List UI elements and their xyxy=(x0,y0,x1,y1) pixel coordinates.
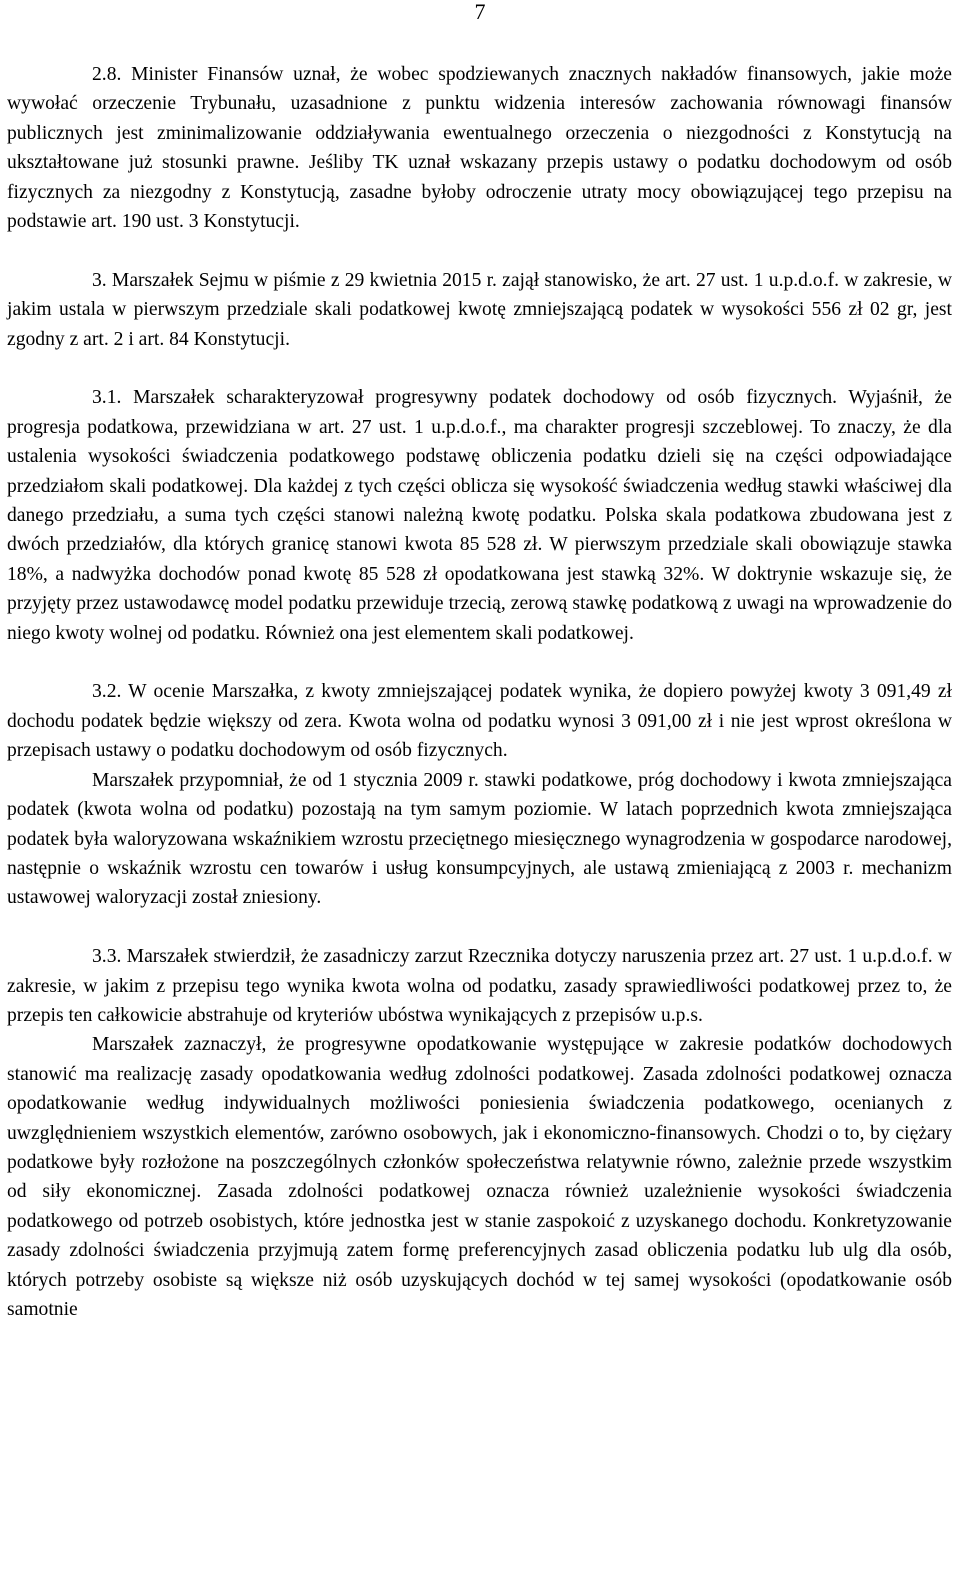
paragraph-3-3-continued: Marszałek zaznaczył, że progresywne opodatkowanie występujące w zakresie podatków dochodowych stanowić ma realizację zasady opodatkowania według zdolności podatkowej. Zasada zdolności podatkowej oznacza opodatkowanie według indywidualnych możliwości poniesienia świadczenia podatkowego, ocenianych z uwzględnieniem wszystkich elementów, zarówno osobowych, jak i ekonomiczno-finansowych. Chodzi o to, by ciężary podatkowe były rozłożone na poszczególnych członków społeczeństwa relatywnie równo, zależnie przede wszystkim od siły ekonomicznej. Zasada zdolności podatkowej oznacza również uzależnienie wysokości świadczenia podatkowego od potrzeb osobistych, które jednostka jest w stanie zaspokoić z uzyskanego dochodu. Konkretyzowanie zasady zdolności świadczenia przyjmują zatem formę preferencyjnych zasad obliczenia podatku lub ulg dla osób, których potrzeby osobiste są większe niż osób uzyskujących dochód w tej samej wysokości (opodatkowanie osób samotnie xyxy=(7,1034,952,1320)
document-body xyxy=(7,60,952,1324)
paragraph-3-3: 3.3. Marszałek stwierdził, że zasadniczy zarzut Rzecznika dotyczy naruszenia przez art. 27 ust. 1 u.p.d.o.f. w zakresie, w jakim z przepisu tego wynika kwota wolna od podatku, zasady sprawiedliwości podatkowej przez to, że przepis ten całkowicie abstrahuje od kryteriów ubóstwa wynikających z przepisów u.p.s. xyxy=(7,946,952,1026)
page-number: 7 xyxy=(474,0,486,24)
paragraph-3-2: 3.2. W ocenie Marszałka, z kwoty zmniejszającej podatek wynika, że dopiero powyżej kwoty 3 091,49 zł dochodu podatek będzie większy od zera. Kwota wolna od podatku wynosi 3 091,00 zł i nie jest wprost określona w przepisach ustawy o podatku dochodowym od osób fizycznych. xyxy=(7,681,952,762)
paragraph-2-8: 2.8. Minister Finansów uznał, że wobec spodziewanych znacznych nakładów finansowych, jakie może wywołać orzeczenie Trybunału, uzasadnione z punktu widzenia interesów zachowania równowagi finansów publicznych jest zminimalizowanie oddziaływania ewentualnego orzeczenia o niezgodności z Konstytucją na ukształtowane już stosunki prawne. Jeśliby TK uznał wskazany przepis ustawy o podatku dochodowym od osób fizycznych za niezgodny z Konstytucją, zasadne byłoby odroczenie utraty mocy obowiązującej tego przepisu na podstawie art. 190 ust. 3 Konstytucji. xyxy=(7,64,952,233)
paragraph-3-2-continued: Marszałek przypomniał, że od 1 stycznia 2009 r. stawki podatkowe, próg dochodowy i kwota zmniejszająca podatek (kwota wolna od podatku) pozostają na tym samym poziomie. W latach poprzednich kwota zmniejszająca podatek była waloryzowana wskaźnikiem wzrostu przeciętnego miesięcznego wynagrodzenia w gospodarce narodowej, następnie o wskaźnik wzrostu cen towarów i usług konsumpcyjnych, ale ustawą zmieniającą z 2003 r. mechanizm ustawowej waloryzacji został zniesiony. xyxy=(7,769,952,909)
paragraph-3: 3. Marszałek Sejmu w piśmie z 29 kwietnia 2015 r. zajął stanowisko, że art. 27 ust. 1 u.p.d.o.f. w zakresie, w jakim ustala w pierwszym przedziale skali podatkowej kwotę zmniejszającą podatek w wysokości 556 zł 02 gr, jest zgodny z art. 2 i art. 84 Konstytucji. xyxy=(7,269,952,350)
paragraph-3-1: 3.1. Marszałek scharakteryzował progresywny podatek dochodowy od osób fizycznych. Wyjaśnił, że progresja podatkowa, przewidziana w art. 27 ust. 1 u.p.d.o.f., ma charakter progresji szczeblowej. To znaczy, że dla ustalenia wysokości świadczenia podatkowego podstawę obliczenia podatku dzieli się na części odpowiadające przedziałom skali podatkowej. Dla każdej z tych części oblicza się wysokość świadczenia według stawki właściwej dla danego przedziału, a suma tych części stanowi należną kwotę podatku. Polska skala podatkowa zbudowana jest z dwóch przedziałów, dla których granicę stanowi kwota 85 528 zł. W pierwszym przedziale skali obowiązuje stawka 18%, a nadwyżka dochodów ponad kwotę 85 528 zł opodatkowana jest stawką 32%. W doktrynie wskazuje się, że przyjęty przez ustawodawcę model podatku przewiduje trzecią, zerową stawkę podatkową z uwagi na wprowadzenie do niego kwoty wolnej od podatku. Również ona jest elementem skali podatkowej. xyxy=(7,387,952,644)
